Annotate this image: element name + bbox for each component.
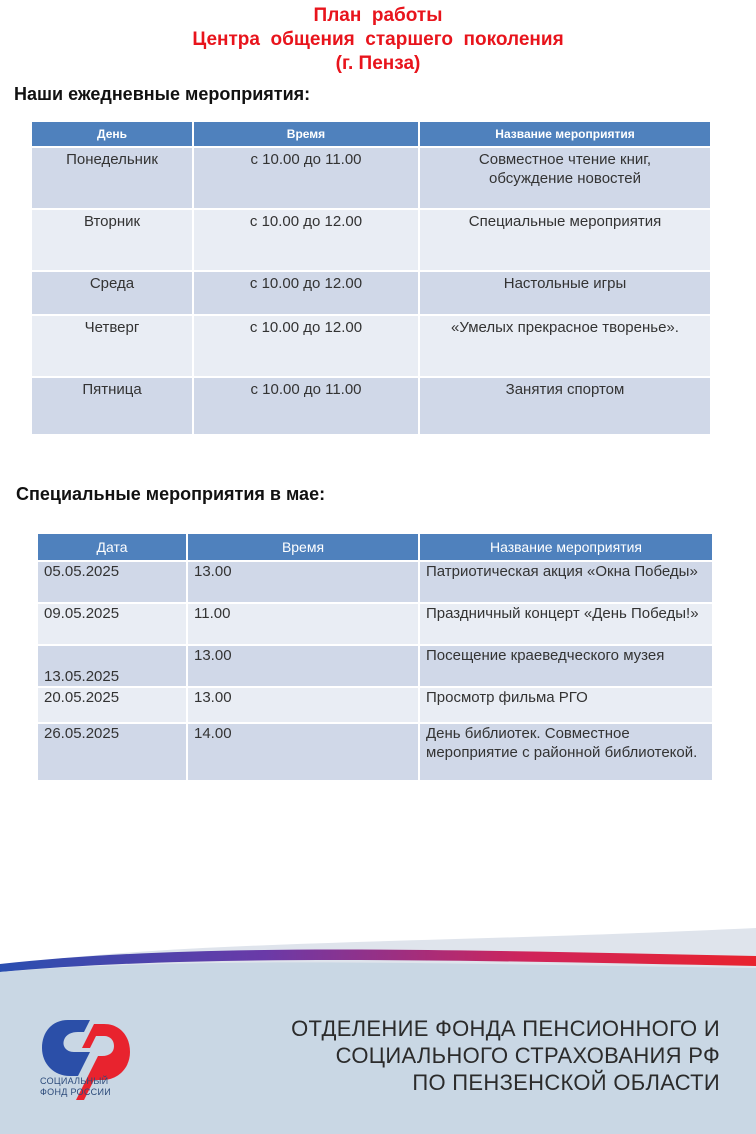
- title-line-3: (г. Пенза): [335, 53, 421, 74]
- logo-caption: [40, 1076, 111, 1098]
- table-row: [32, 272, 710, 314]
- cell-day: Понедельник: [32, 148, 192, 208]
- cell-day: Четверг: [32, 316, 192, 376]
- cell-event: День библиотек. Совместное мероприятие с районной библиотекой.: [420, 724, 712, 780]
- table-row: [38, 688, 712, 722]
- special-heading: Специальные мероприятия в мае:: [16, 484, 326, 504]
- special-events-table: [36, 532, 714, 782]
- column-header-time: Время: [194, 122, 418, 146]
- table-row: [38, 604, 712, 644]
- table-row: [38, 646, 712, 686]
- table-row: [32, 316, 710, 376]
- table-row: [38, 562, 712, 602]
- cell-date: 05.05.2025: [38, 562, 186, 602]
- logo-line-2: ФОНД РОССИИ: [40, 1087, 111, 1097]
- cell-time: 14.00: [188, 724, 418, 780]
- cell-time: с 10.00 до 11.00: [194, 148, 418, 208]
- cell-time: с 10.00 до 12.00: [194, 272, 418, 314]
- org-line-1: ОТДЕЛЕНИЕ ФОНДА ПЕНСИОННОГО И: [291, 1016, 720, 1041]
- cell-event: Посещение краеведческого музея: [420, 646, 712, 686]
- cell-time: 13.00: [188, 688, 418, 722]
- cell-time: 11.00: [188, 604, 418, 644]
- cell-event: Праздничный концерт «День Победы!»: [420, 604, 712, 644]
- column-header-time: Время: [188, 534, 418, 560]
- column-header-event: Название мероприятия: [420, 534, 712, 560]
- table-row: [32, 378, 710, 434]
- cell-event: Просмотр фильма РГО: [420, 688, 712, 722]
- cell-date: 13.05.2025: [38, 646, 186, 686]
- cell-time: с 10.00 до 12.00: [194, 316, 418, 376]
- daily-heading: Наши ежедневные мероприятия:: [14, 84, 311, 104]
- table-row: [38, 724, 712, 780]
- column-header-date: Дата: [38, 534, 186, 560]
- cell-event: Совместное чтение книг, обсуждение новостей: [420, 148, 710, 208]
- organization-name: [291, 1015, 720, 1096]
- cell-event: Специальные мероприятия: [420, 210, 710, 270]
- cell-time: 13.00: [188, 646, 418, 686]
- table-row: [32, 148, 710, 208]
- cell-event: «Умелых прекрасное творенье».: [420, 316, 710, 376]
- cell-date: 09.05.2025: [38, 604, 186, 644]
- column-header-day: День: [32, 122, 192, 146]
- cell-day: Вторник: [32, 210, 192, 270]
- cell-event: Занятия спортом: [420, 378, 710, 434]
- daily-schedule-table: [30, 120, 712, 436]
- logo-line-1: СОЦИАЛЬНЫЙ: [40, 1076, 109, 1086]
- column-header-event: Название мероприятия: [420, 122, 710, 146]
- title-line-2: Центра общения старшего поколения: [192, 29, 564, 50]
- document-title: [0, 4, 756, 76]
- cell-day: Среда: [32, 272, 192, 314]
- org-line-2: СОЦИАЛЬНОГО СТРАХОВАНИЯ РФ: [335, 1043, 720, 1068]
- cell-event: Настольные игры: [420, 272, 710, 314]
- cell-event: Патриотическая акция «Окна Победы»: [420, 562, 712, 602]
- table-row: [32, 210, 710, 270]
- cell-date: 20.05.2025: [38, 688, 186, 722]
- org-line-3: ПО ПЕНЗЕНСКОЙ ОБЛАСТИ: [412, 1070, 720, 1095]
- cell-date: 26.05.2025: [38, 724, 186, 780]
- cell-time: с 10.00 до 11.00: [194, 378, 418, 434]
- title-line-1: План работы: [313, 5, 443, 26]
- cell-day: Пятница: [32, 378, 192, 434]
- cell-time: 13.00: [188, 562, 418, 602]
- cell-time: с 10.00 до 12.00: [194, 210, 418, 270]
